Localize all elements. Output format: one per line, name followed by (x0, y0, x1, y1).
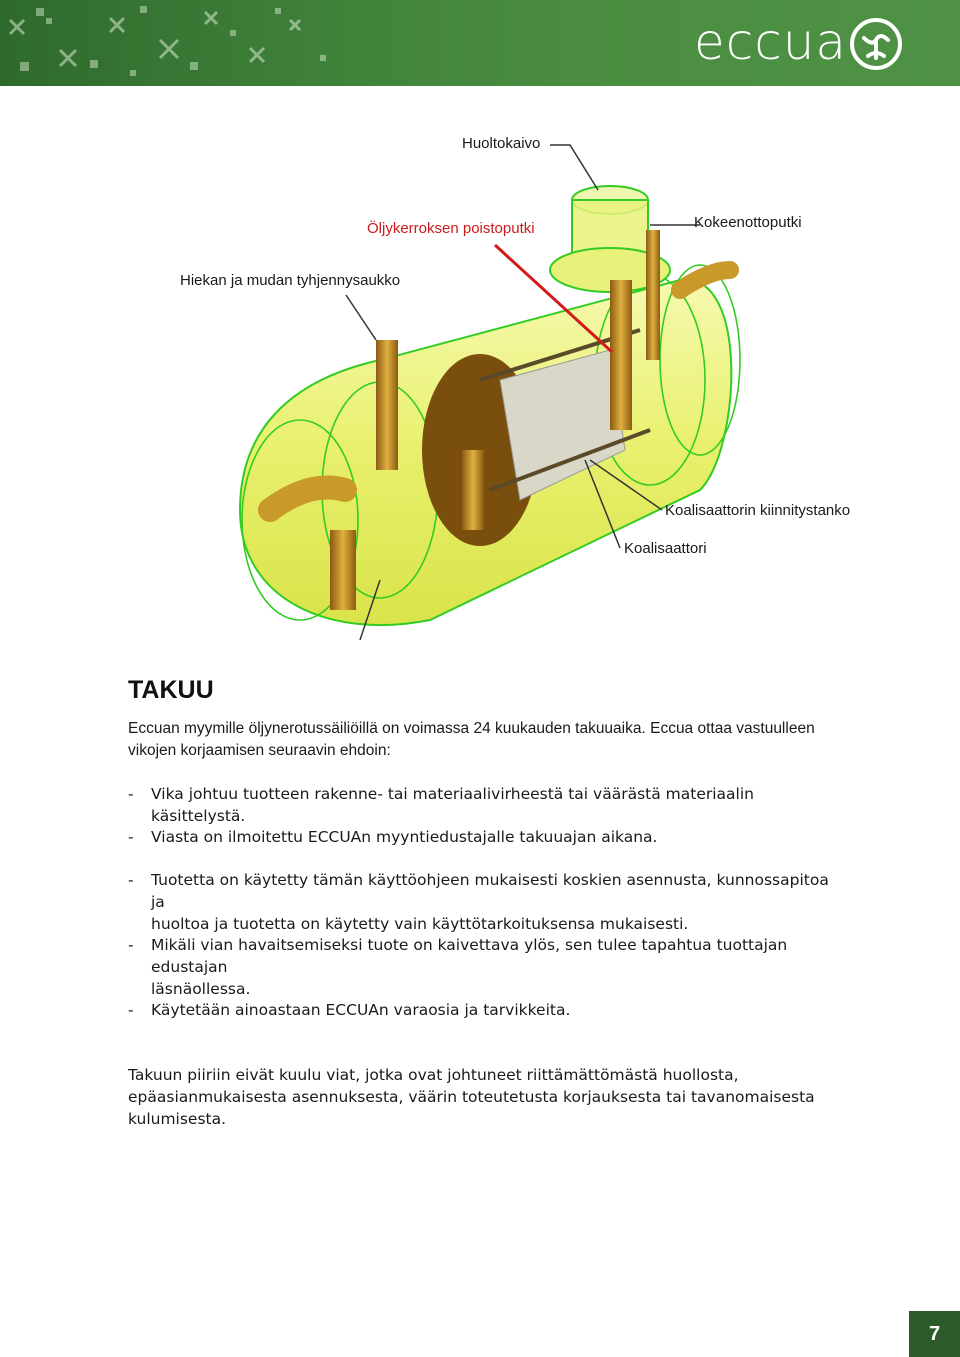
closing-paragraph (128, 1064, 848, 1130)
closing-line-1: Takuun piiriin eivät kuulu viat, jotka ovat johtuneet riittämättömästä huollosta, (128, 1066, 739, 1084)
list-dash: - (128, 785, 134, 803)
header-band (0, 0, 960, 86)
list-item-line: huoltoa ja tuotetta on käytetty vain käyttötarkoituksensa mukaisesti. (151, 915, 689, 933)
label-kiinnitystanko: Koalisaattorin kiinnitystanko (665, 502, 851, 519)
label-oljykerros: Öljykerroksen poistoputki (367, 220, 535, 237)
label-kokeenotto: Kokeenottoputki (694, 214, 802, 231)
decorative-pattern (0, 0, 340, 86)
tank-illustration (180, 130, 900, 640)
list-item-text (151, 934, 841, 1000)
list-item-line: Mikäli vian havaitsemiseksi tuote on kaivettava ylös, sen tulee tapahtua tuottajan edustajan (151, 936, 788, 976)
intro-line-2: vikojen korjaamisen seuraavin ehdoin: (128, 742, 391, 759)
label-huoltokaivo: Huoltokaivo (462, 135, 541, 152)
list-item-text: Viasta on ilmoitettu ECCUAn myyntiedustajalle takuuajan aikana. (151, 828, 658, 846)
list-item-text: Vika johtuu tuotteen rakenne- tai materiaalivirheestä tai väärästä materiaalin käsittelystä. (151, 785, 754, 825)
label-hiekka: Hiekan ja mudan tyhjennysaukko (180, 272, 401, 289)
list-item-line: läsnäollessa. (151, 980, 251, 998)
brand-logo-icon (848, 16, 904, 72)
list-item-line: Tuotetta on käytetty tämän käyttöohjeen mukaisesti koskien asennusta, kunnossapitoa ja (151, 871, 829, 911)
list-dash: - (128, 936, 134, 954)
intro-line-1: Eccuan myymille öljynerotussäiliöillä on voimassa 24 kuukauden takuuaika. Eccua ottaa vastuulleen (128, 720, 815, 737)
section-title: TAKUU (128, 676, 214, 704)
closing-line-3: kulumisesta. (128, 1110, 227, 1128)
list-dash: - (128, 871, 134, 889)
brand-logo-text: eccua (694, 13, 848, 71)
list-item-text (151, 869, 841, 935)
separator-tank-diagram (180, 130, 900, 640)
list-item-text: Käytetään ainoastaan ECCUAn varaosia ja tarvikkeita. (151, 1001, 571, 1019)
intro-paragraph (128, 718, 848, 762)
closing-line-2: epäasianmukaisesta asennuksesta, väärin toteutetusta korjauksesta tai tavanomaisesta (128, 1088, 815, 1106)
list-dash: - (128, 1001, 134, 1019)
label-koalisaattori: Koalisaattori (624, 540, 707, 557)
drain-pipe (376, 340, 398, 470)
page-number: 7 (909, 1311, 960, 1357)
list-dash: - (128, 828, 134, 846)
